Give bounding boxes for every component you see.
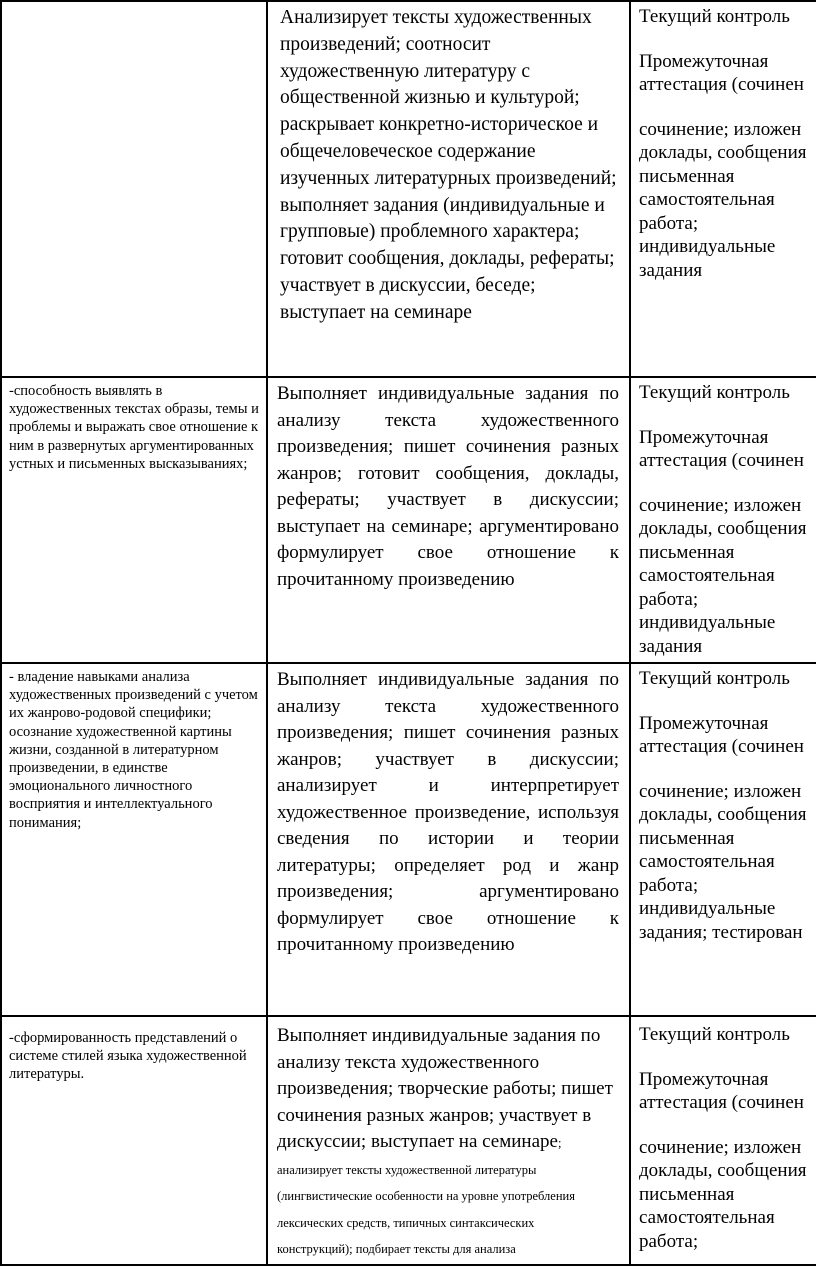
current-control-label: Текущий контроль <box>639 668 790 689</box>
competence-text: -сформированность представлений о системе стилей языка художественной литературы. <box>9 1030 247 1083</box>
interim-control-label-cont: аттестация (сочинен <box>639 1092 804 1113</box>
form-item: сочинение; изложен <box>639 780 802 802</box>
form-item: самостоятельная <box>639 1207 775 1228</box>
activity-cell <box>267 1016 630 1265</box>
activity-cell <box>267 1 630 377</box>
table-row <box>1 663 816 1016</box>
competence-text: -способность выявлять в художественных текстах образы, темы и проблемы и выражать свое отношение к ним в развернутых аргументированных устных и письменных высказываниях; <box>9 383 259 472</box>
form-item: самостоятельная <box>639 565 775 586</box>
form-item: индивидуальные <box>639 612 776 633</box>
competence-cell <box>1 377 267 663</box>
competence-cell <box>1 663 267 1016</box>
form-item: доклады, сообщения <box>639 1160 807 1181</box>
interim-control-label-cont: аттестация (сочинен <box>639 74 804 95</box>
form-item: работа; <box>639 212 699 234</box>
control-block <box>631 1017 816 1253</box>
activity-text: Выполняет индивидуальные задания по анализу текста художественного произведения; пишет сочинения разных жанров; готовит сообщения, доклады, рефераты; участвует в дискуссии; выступает на семинаре; аргументировано формулирует свое отношение к прочитанному произведению <box>277 383 619 590</box>
form-item: работа; <box>639 1230 699 1252</box>
control-cell <box>630 1 816 377</box>
interim-control-label-cont: аттестация (сочинен <box>639 450 804 471</box>
activity-block <box>268 1017 629 1262</box>
competence-text: - владение навыками анализа художественных произведений с учетом их жанрово-родовой специфики; осознание художественной картины жизни, созданной в литературном произведении, в единстве эмоционального личностного восприятия и интеллектуального понимания; <box>9 669 258 831</box>
table-row <box>1 1 816 377</box>
current-control-label: Текущий контроль <box>639 382 790 403</box>
interim-control-label: Промежуточная <box>639 50 769 72</box>
interim-control-label-cont: аттестация (сочинен <box>639 736 804 757</box>
form-item: доклады, сообщения <box>639 518 807 539</box>
form-item: работа; <box>639 588 699 610</box>
form-item: самостоятельная <box>639 851 775 872</box>
form-item: письменная <box>639 1183 735 1205</box>
control-block <box>631 378 816 658</box>
form-item: самостоятельная <box>639 189 775 210</box>
interim-control-label: Промежуточная <box>639 712 769 734</box>
control-cell <box>630 377 816 663</box>
table-row <box>1 377 816 663</box>
control-cell <box>630 1016 816 1265</box>
control-cell <box>630 663 816 1016</box>
activity-cell <box>267 663 630 1016</box>
activity-text: Анализирует тексты художественных произведений; соотносит художественную литературу с общественной жизнью и культурой; раскрывает конкретно-историческое и общечеловеческое содержание изученных литературных произведений; выполняет задания (индивидуальные и групповые) проблемного характера; готовит сообщения, доклады, рефераты; участвует в дискуссии, беседе; выступает на семинаре <box>280 7 617 323</box>
competence-cell <box>1 1016 267 1265</box>
form-item: письменная <box>639 165 735 187</box>
interim-control-label: Промежуточная <box>639 1068 769 1090</box>
form-item: задания <box>639 259 703 281</box>
form-item: доклады, сообщения <box>639 804 807 825</box>
form-item: сочинение; изложен <box>639 1136 802 1158</box>
activity-text: Выполняет индивидуальные задания по анализу текста художественного произведения; творческие работы; пишет сочинения разных жанров; участвует в дискуссии; выступает на семинаре <box>277 1025 613 1152</box>
competence-text <box>2 2 266 6</box>
interim-control-label: Промежуточная <box>639 426 769 448</box>
form-item: индивидуальные <box>639 236 776 257</box>
form-item: задания; тестирован <box>639 921 803 943</box>
form-item: индивидуальные <box>639 898 776 919</box>
control-block <box>631 2 816 282</box>
current-control-label: Текущий контроль <box>639 1024 790 1045</box>
competence-cell <box>1 1 267 377</box>
table-row <box>1 1016 816 1265</box>
activity-cell <box>267 377 630 663</box>
form-item: письменная <box>639 541 735 563</box>
form-item: письменная <box>639 827 735 849</box>
form-item: задания <box>639 635 703 657</box>
form-item: работа; <box>639 874 699 896</box>
current-control-label: Текущий контроль <box>639 6 790 27</box>
form-item: доклады, сообщения <box>639 142 807 163</box>
activity-text: Выполняет индивидуальные задания по анализу текста художественного произведения; пишет сочинения разных жанров; участвует в дискуссии; анализирует и интерпретирует художественное произведение, используя сведения по истории и теории литературы; определяет род и жанр произведения; аргументировано формулирует свое отношение к прочитанному произведению <box>277 669 619 955</box>
control-block <box>631 664 816 944</box>
activity-text-small: ; анализирует тексты художественной литературы (лингвистические особенности на уровне употребления лексических средств, типичных синтаксических конструкций); подбирает тексты для анализа <box>277 1136 575 1256</box>
form-item: сочинение; изложен <box>639 118 802 140</box>
form-item: сочинение; изложен <box>639 494 802 516</box>
